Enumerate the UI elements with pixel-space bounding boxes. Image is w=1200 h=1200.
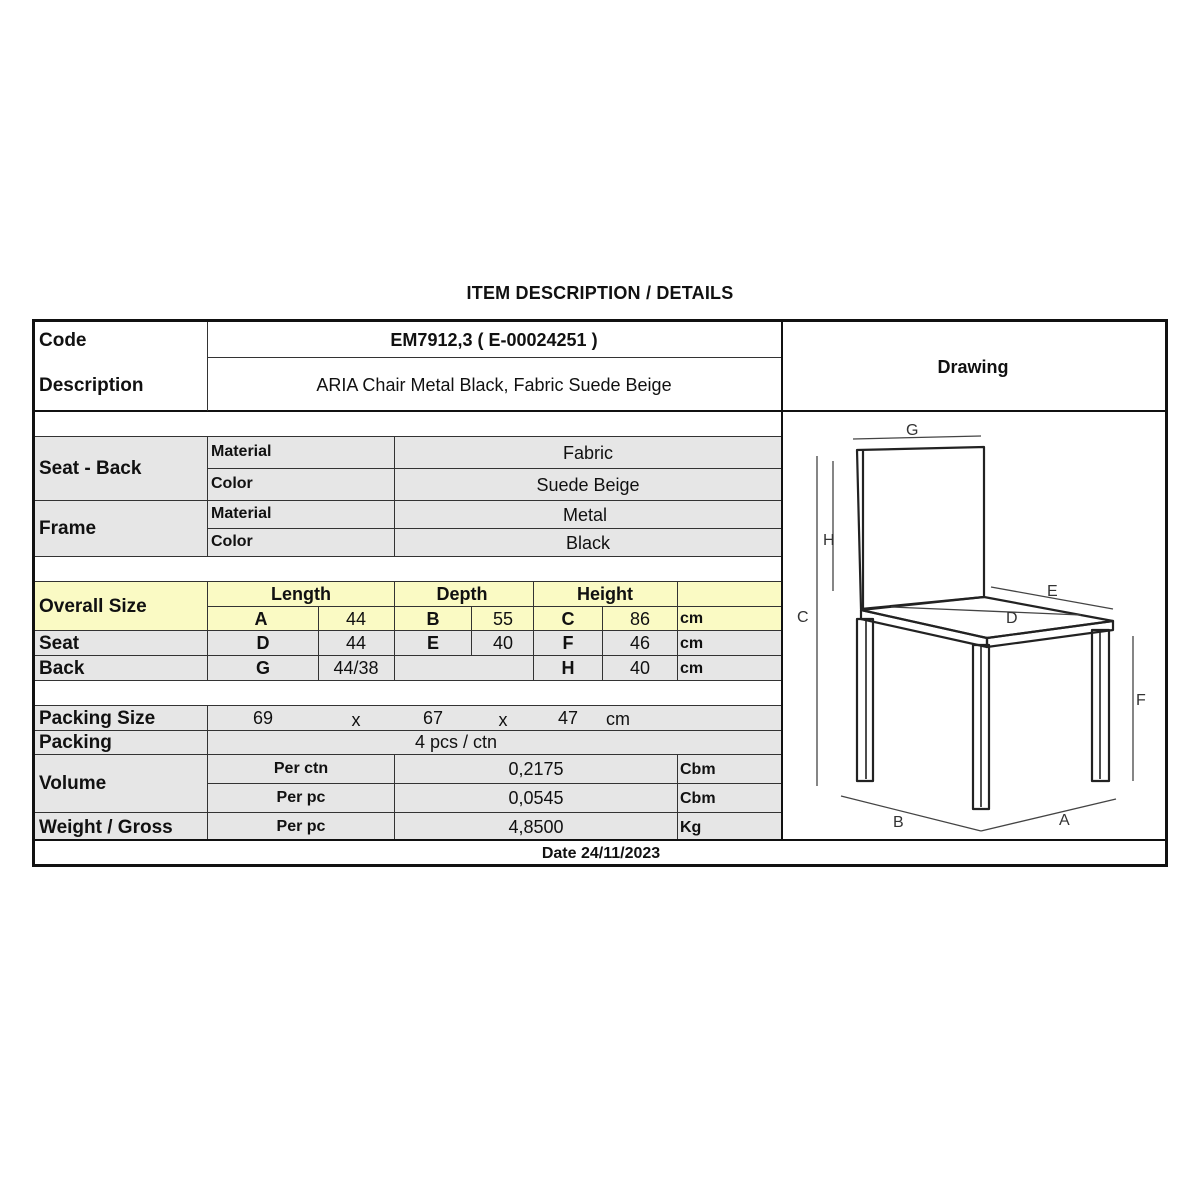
back-size-label: Back <box>39 658 85 679</box>
document-title: ITEM DESCRIPTION / DETAILS <box>466 283 734 303</box>
seat-back-color-value: Suede Beige <box>536 475 640 495</box>
date-label: Date 24/11/2023 <box>541 845 661 862</box>
seat-back-label: Seat - Back <box>39 458 142 479</box>
dim-letter-f: F <box>1136 692 1146 709</box>
seat-depth-value: 40 <box>492 633 514 653</box>
seat-height-value: 46 <box>629 633 651 653</box>
chair-backrest-shape <box>857 447 984 609</box>
seat-height-key: F <box>562 633 574 653</box>
packing-height: 47 <box>557 708 579 728</box>
seat-length-value: 44 <box>345 633 367 653</box>
packing-size-label: Packing Size <box>39 708 156 729</box>
code-value: EM7912,3 ( E-00024251 ) <box>390 330 598 350</box>
dim-letter-c: C <box>797 609 809 626</box>
back-unit: cm <box>680 660 704 677</box>
code-label: Code <box>39 330 87 351</box>
back-length-value: 44/38 <box>333 658 379 678</box>
back-length-key: G <box>255 658 271 678</box>
seat-size-label: Seat <box>39 633 80 654</box>
volume-per-pc-value: 0,0545 <box>508 788 564 808</box>
seat-unit: cm <box>680 635 704 652</box>
description-value: ARIA Chair Metal Black, Fabric Suede Beige <box>316 375 672 395</box>
volume-per-ctn-value: 0,2175 <box>508 759 564 779</box>
packing-value: 4 pcs / ctn <box>414 732 498 752</box>
overall-height-key: C <box>561 609 575 629</box>
packing-x2: x <box>498 710 508 730</box>
frame-material-value: Metal <box>562 505 608 525</box>
packing-length: 69 <box>252 708 274 728</box>
description-label: Description <box>39 375 144 396</box>
packing-width: 67 <box>422 708 444 728</box>
overall-depth-value: 55 <box>492 609 514 629</box>
packing-label: Packing <box>39 732 112 753</box>
seat-depth-key: E <box>426 633 440 653</box>
seat-back-material-label: Material <box>211 443 272 460</box>
volume-per-pc-label: Per pc <box>276 789 326 806</box>
overall-size-label: Overall Size <box>39 596 147 617</box>
dim-letter-a: A <box>1059 812 1070 829</box>
overall-unit: cm <box>680 610 704 627</box>
length-header: Length <box>271 584 331 604</box>
packing-size-unit: cm <box>606 709 630 729</box>
seat-back-material-value: Fabric <box>562 443 614 463</box>
volume-per-ctn-label: Per ctn <box>273 760 329 777</box>
weight-value: 4,8500 <box>508 817 564 837</box>
depth-header: Depth <box>436 584 488 604</box>
frame-color-label: Color <box>211 533 253 550</box>
weight-unit: Kg <box>680 819 702 836</box>
frame-color-value: Black <box>565 533 611 553</box>
frame-label: Frame <box>39 518 97 539</box>
back-height-key: H <box>561 658 575 678</box>
chair-front-left-leg <box>857 619 873 781</box>
dim-letter-b: B <box>893 814 904 831</box>
chair-drawing <box>781 411 1165 841</box>
drawing-header: Drawing <box>937 357 1009 377</box>
frame-material-label: Material <box>211 505 272 522</box>
overall-length-key: A <box>254 609 268 629</box>
material-band <box>35 436 781 556</box>
weight-label: Weight / Gross <box>39 817 173 838</box>
overall-height-value: 86 <box>629 609 651 629</box>
seat-back-color-label: Color <box>211 475 253 492</box>
volume-label: Volume <box>39 773 107 794</box>
packing-x1: x <box>351 710 361 730</box>
overall-length-value: 44 <box>345 609 367 629</box>
dim-letter-g: G <box>906 422 919 439</box>
weight-per-pc-label: Per pc <box>276 818 326 835</box>
dim-letter-e: E <box>1047 583 1058 600</box>
dim-letter-h: H <box>823 532 835 549</box>
seat-length-key: D <box>256 633 270 653</box>
overall-depth-key: B <box>426 609 440 629</box>
dim-letter-d: D <box>1006 610 1018 627</box>
back-height-value: 40 <box>629 658 651 678</box>
spec-sheet <box>32 319 1168 867</box>
volume-per-pc-unit: Cbm <box>680 790 716 807</box>
volume-per-ctn-unit: Cbm <box>680 761 716 778</box>
height-header: Height <box>577 584 633 604</box>
